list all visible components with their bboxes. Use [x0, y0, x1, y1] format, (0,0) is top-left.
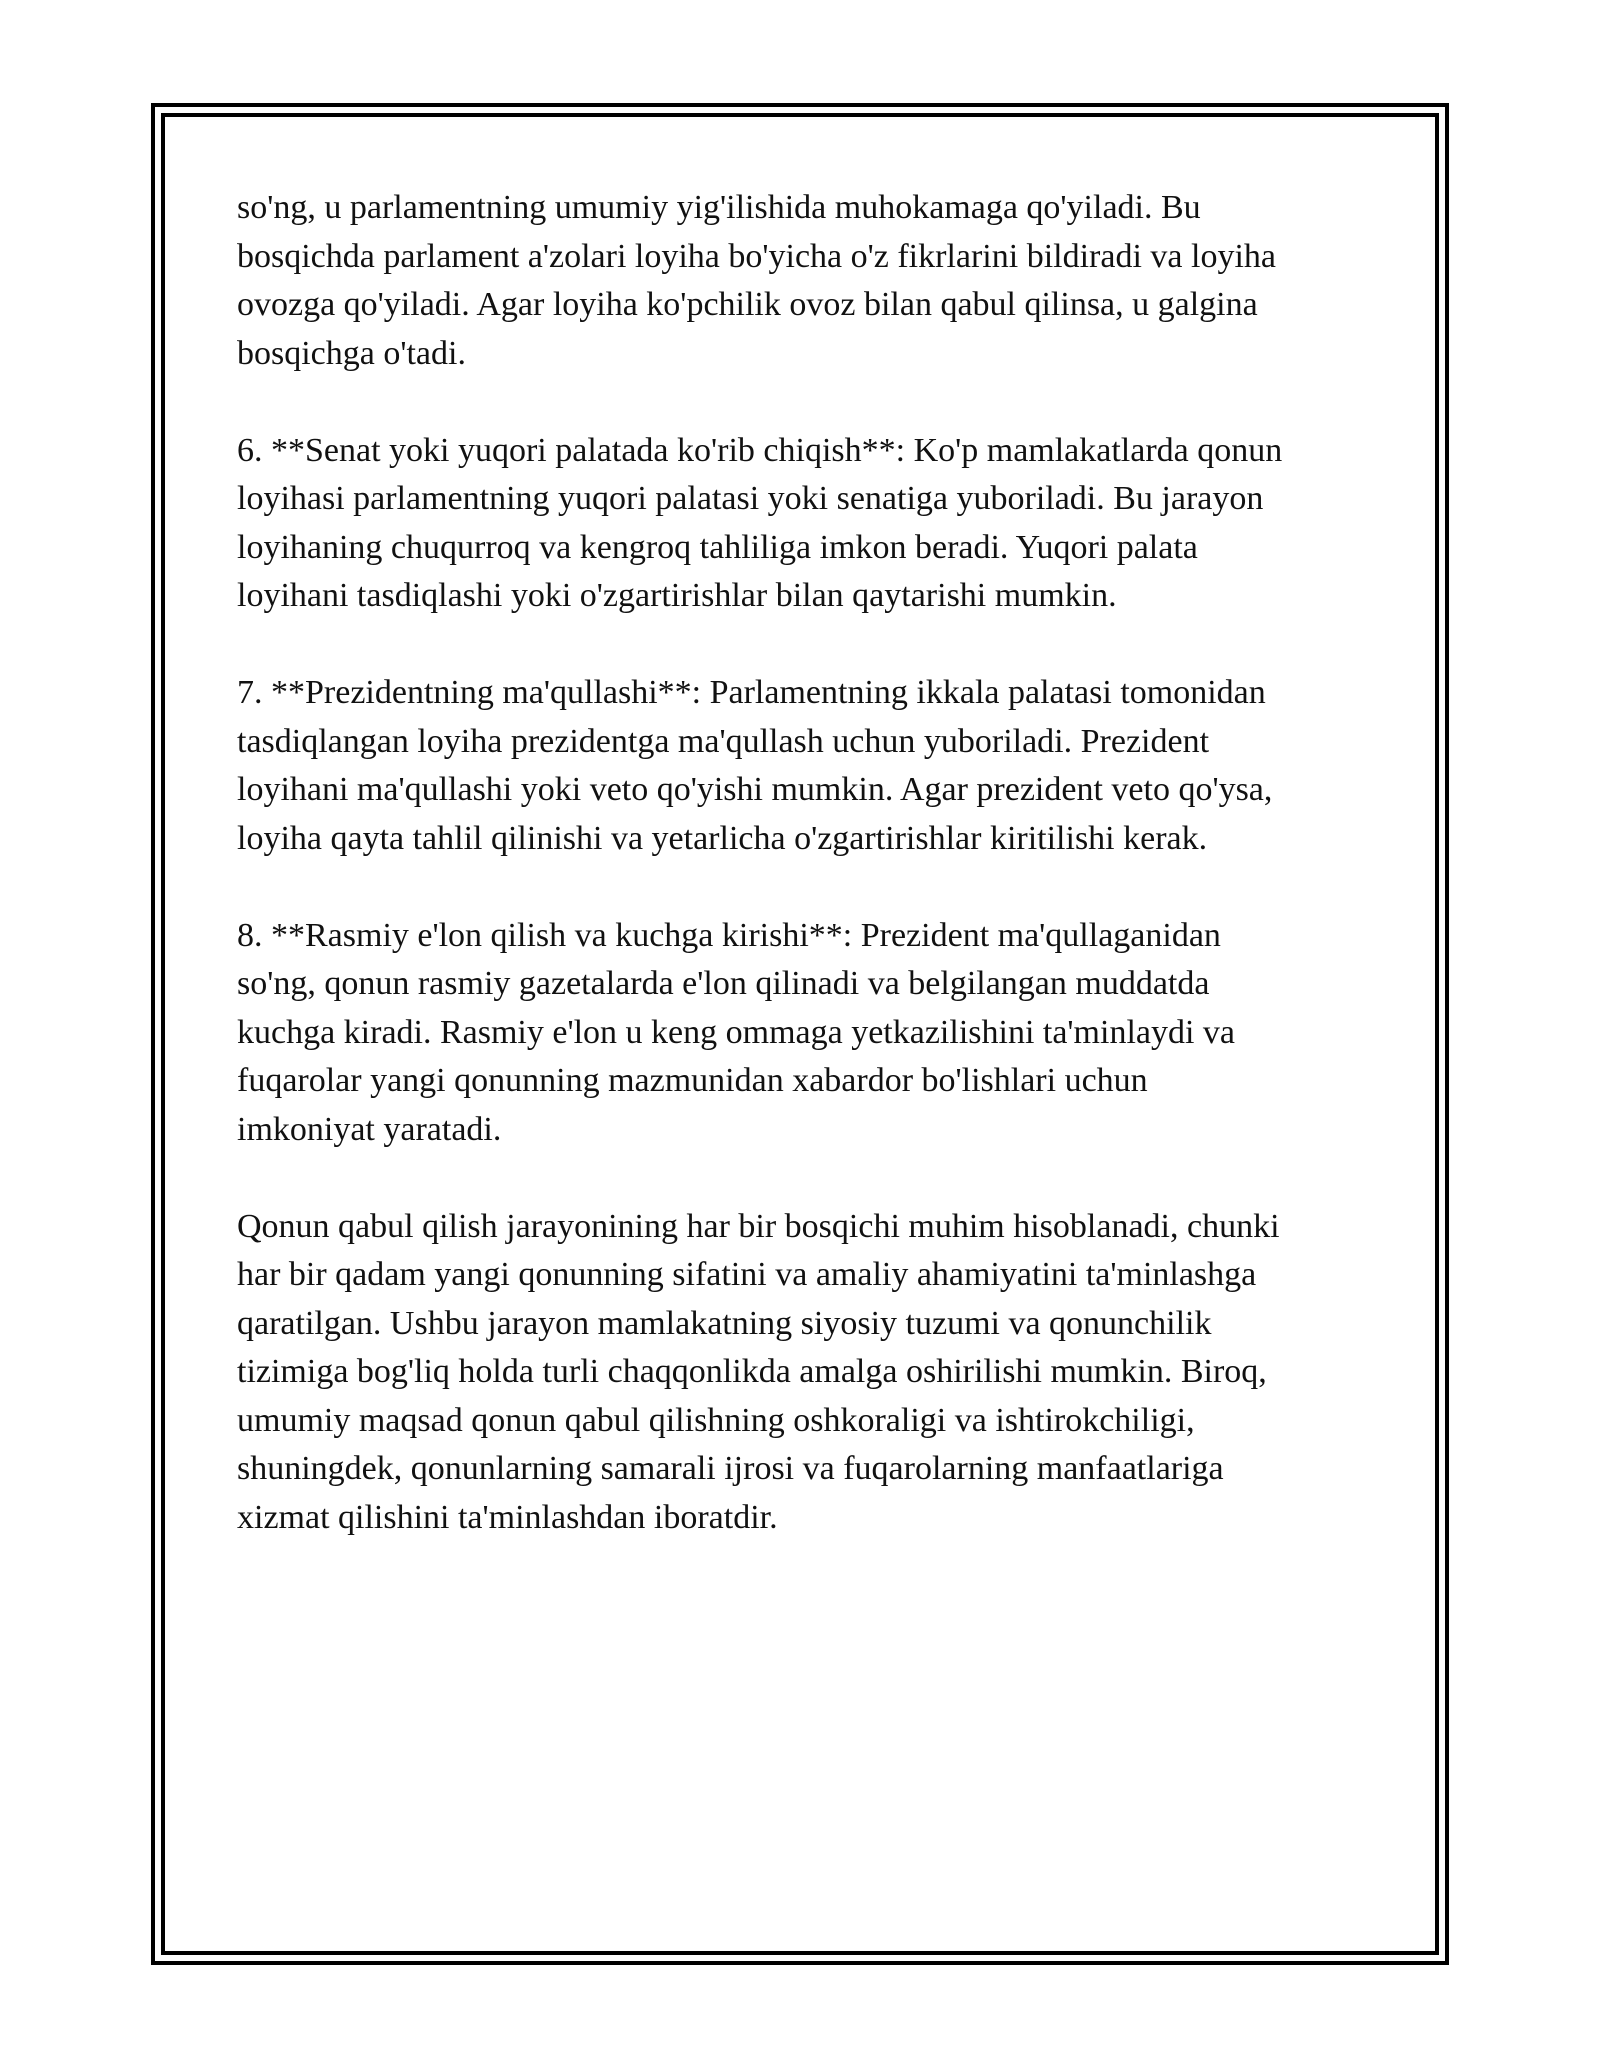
- document-body: [237, 184, 1387, 1591]
- paragraph-step-6-senate-review: 6. **Senat yoki yuqori palatada ko'rib chiqish**: Ko'p mamlakatlarda qonun loyihasi parlamentning yuqori palatasi yoki senatiga yuboriladi. Bu jarayon loyihaning chuqurroq va kengroq tahliliga imkon beradi. Yuqori palata loyihani tasdiqlashi yoki o'zgartirishlar bilan qaytarishi mumkin.: [237, 431, 1283, 614]
- paragraph-conclusion: Qonun qabul qilish jarayonining har bir bosqichi muhim hisoblanadi, chunki har bir qadam yangi qonunning sifatini va amaliy ahamiyatini ta'minlashga qaratilgan. Ushbu jarayon mamlakatning siyosiy tuzumi va qonunchilik tizimiga bog'liq holda turli chaqqonlikda amalga oshirilishi mumkin. Biroq, umumiy maqsad qonun qabul qilishning oshkoraligi va ishtirokchiligi, shuningdek, qonunlarning samarali ijrosi va fuqarolarning manfaatlariga xizmat qilishini ta'minlashdan iboratdir.: [237, 1207, 1280, 1536]
- paragraph-continuation: so'ng, u parlamentning umumiy yig'ilishida muhokamaga qo'yiladi. Bu bosqichda parlament a'zolari loyiha bo'yicha o'z fikrlarini bildiradi va loyiha ovozga qo'yiladi. Agar loyiha ko'pchilik ovoz bilan qabul qilinsa, u galgina bosqichga o'tadi.: [237, 189, 1276, 372]
- paragraph-step-7-president-approval: 7. **Prezidentning ma'qullashi**: Parlamentning ikkala palatasi tomonidan tasdiqlangan loyiha prezidentga ma'qullash uchun yuboriladi. Prezident loyihani ma'qullashi yoki veto qo'yishi mumkin. Agar prezident veto qo'ysa, loyiha qayta tahlil qilinishi va yetarlicha o'zgartirishlar kiritilishi kerak.: [237, 674, 1273, 857]
- paragraph-step-8-official-publication: 8. **Rasmiy e'lon qilish va kuchga kirishi**: Prezident ma'qullaganidan so'ng, qonun rasmiy gazetalarda e'lon qilinadi va belgilangan muddatda kuchga kiradi. Rasmiy e'lon u keng ommaga yetkazilishini ta'minlaydi va fuqarolar yangi qonunning mazmunidan xabardor bo'lishlari uchun imkoniyat yaratadi.: [237, 916, 1236, 1148]
